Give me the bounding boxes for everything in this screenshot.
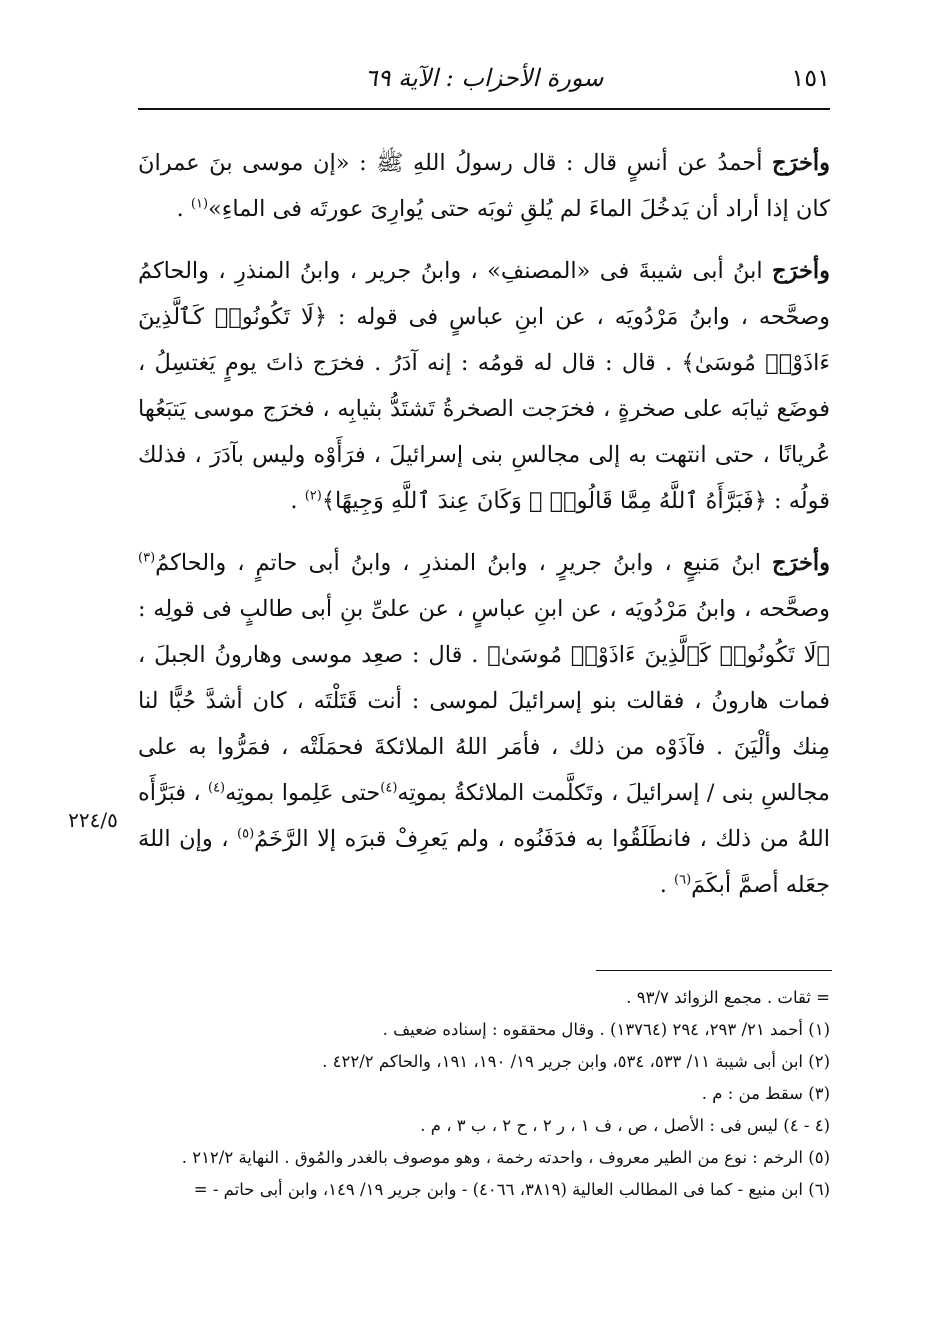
paragraph-tail: . [290,488,305,514]
footnote: (٦) ابن منيع - كما فى المطالب العالية (٣٨١٩، ٤٠٦٦) - وابن جرير ١٩/ ١٤٩، وابن أبى حاتم - = [193,1180,830,1199]
paragraph-tail: . [176,196,191,222]
paragraph-text: ابنُ أبى شيبةَ فى «المصنفِ» ، وابنُ جرير ، وابنُ المنذرِ ، والحاكمُ وصحَّحه ، وابنُ مَرْدُويَه ، عن ابنِ عباسٍ فى قوله : ﴿لَا تَكُونُوا۟ كَٱلَّذِينَ ءَاذَوْا۟ مُوسَىٰ﴾ . قال : قال له قومُه : إنه آدَرُ . فخرَج ذاتَ يومٍ يَغتسِلُ ، فوضَع ثيابَه على صخرةٍ ، فخرَجت الصخرةُ تَشتَدُّ بثيابِه ، فخرَج موسى يَتبَعُها عُريانًا ، حتى انتهت به إلى مجالسِ بنى إسرائيلَ ، فرَأَوْه وليس بآدَرَ ، فذلك قولُه : ﴿فَبَرَّأَهُ ٱللَّهُ مِمَّا قَالُوا۟ ۚ وَكَانَ عِندَ ٱللَّهِ وَجِيهًا﴾ [138,258,830,514]
footnote: (٢) ابن أبى شيبة ١١/ ٥٣٣، ٥٣٤، وابن جرير ١٩/ ١٩٠، ١٩١، والحاكم ٤٢٢/٢ . [322,1052,830,1071]
page-number: ١٥١ [791,64,830,92]
footnotes [138,982,830,1206]
paragraph-text: ، وإن اللهَ جعَله أصمَّ أبكَمَ [138,826,830,898]
footnote-marker: (١) [190,196,209,212]
paragraph-tail: . [659,872,675,898]
header-rule [138,108,830,110]
footnote-marker: (٤) [207,780,226,796]
paragraph-text: وصحَّحه ، وابنُ مَرْدُويَه ، عن ابنِ عباسٍ ، عن علىِّ بنِ أبى طالبٍ فى قولِه : ﴿لَا تَكُونُوا۟ كَٱلَّذِينَ ءَاذَوْا۟ مُوسَىٰ﴾ . قال : صعِد موسى وهارونُ الجبلَ ، فمات هارونُ ، فقالت بنو إسرائيلَ لموسى : أنت قَتَلْتَه ، كان أشدَّ حُبًّا لنا مِنك وألْيَنَ . فآذَوْه من ذلك ، فأمَر اللهُ الملائكةَ فحمَلَتْه ، فمَرُّوا به على مجالسِ بنى / إسرائيلَ ، وتَكلَّمت الملائكةُ بموتِه [138,596,830,806]
footnote-marker: (٣) [138,550,156,566]
paragraph-1 [138,140,830,232]
paragraph-2 [138,248,830,524]
footnote-separator [596,970,832,971]
footnote: (٣) سقط من : م . [701,1084,830,1103]
footnote: (١) أحمد ٢١/ ٢٩٣، ٢٩٤ (١٣٧٦٤) . وقال محققوه : إسناده ضعيف . [382,1020,830,1039]
footnote: (٤ - ٤) ليس فى : الأصل ، ص ، ف ١ ، ر ٢ ، ح ٢ ، ب ٣ ، م . [420,1116,830,1135]
paragraph-text: أحمدُ عن أنسٍ قال : قال رسولُ اللهِ ﷺ : «إن موسى بنَ عمرانَ كان إذا أراد أن يَدخُلَ الماءَ لم يُلقِ ثوبَه حتى يُوارِىَ عورتَه فى الماءِ» [138,150,830,222]
paragraph-lead: وأخرَج [772,550,830,576]
paragraph-3 [138,540,830,908]
footnote-marker: (٦) [674,872,692,888]
footnote: = ثقات . مجمع الزوائد ٩٣/٧ . [626,988,830,1007]
footnote-marker: (٥) [237,826,255,842]
footnote: (٥) الرخم : نوع من الطير معروف ، واحدته رخمة ، وهو موصوف بالغدر والمُوق . النهاية ٢١٢/٢ . [181,1148,830,1167]
footnote-marker: (٢) [304,488,322,504]
running-title: سورة الأحزاب : الآية ٦٩ [364,64,604,92]
footnote-marker: (٤) [380,780,398,796]
paragraph-lead: وأخرَج [772,150,830,176]
margin-reference: ٢٢٤/٥ [68,808,118,832]
paragraph-lead: وأخرَج [772,258,830,284]
page-header [138,58,830,102]
paragraph-text: ابنُ مَنيعٍ ، وابنُ جريرٍ ، وابنُ المنذرِ ، وابنُ أبى حاتمٍ ، والحاكمُ [155,550,773,576]
main-text [138,140,830,908]
paragraph-text: ، فبَرَّأَه اللهُ من ذلك ، فانطَلَقُوا به فدَفَنُوه ، ولم يَعرِفْ قبرَه إلا الرَّخَمُ [138,780,831,852]
paragraph-text: حتى عَلِموا بموتِه [225,780,381,806]
